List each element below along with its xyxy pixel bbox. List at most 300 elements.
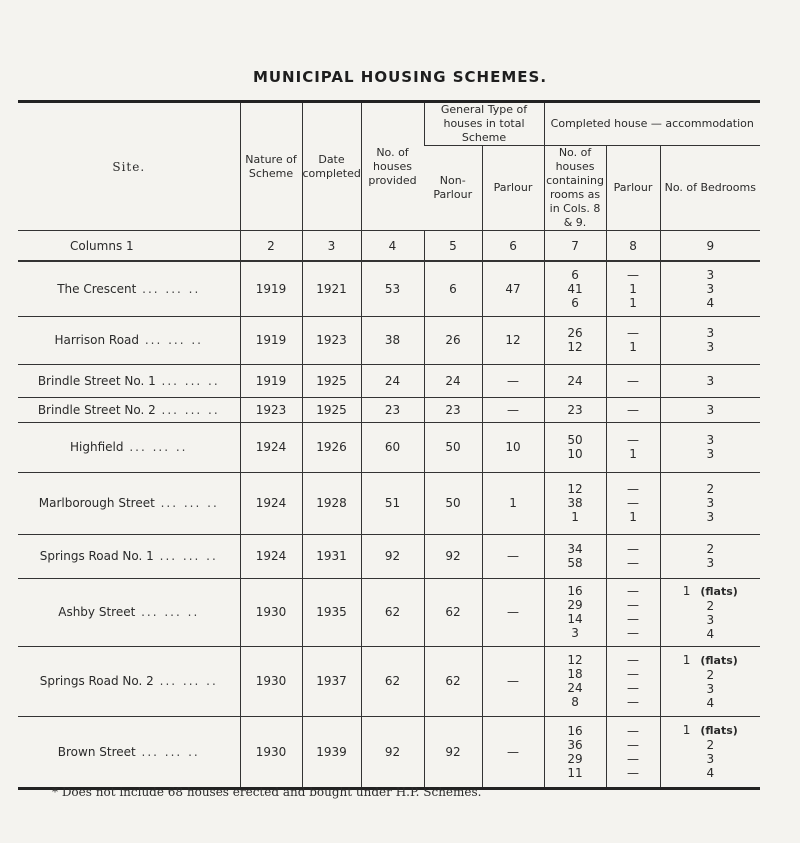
non-parlour-header: Non-Parlour — [433, 174, 473, 201]
bedrooms-cell — [660, 397, 760, 422]
value-text: — — [627, 373, 640, 388]
nature-cell: 1930 — [240, 578, 302, 646]
rooms-cell-value — [545, 282, 606, 296]
bedrooms-cell-value — [661, 433, 761, 447]
value-text: 24 — [567, 373, 583, 388]
parlour-acc-cell-value — [607, 447, 660, 461]
site-name: Brown Street — [57, 744, 136, 759]
value-text: — — [627, 723, 640, 738]
bedrooms-cell-value — [661, 296, 761, 310]
value-text: 4 — [706, 695, 715, 710]
site-header: Site. — [18, 102, 240, 231]
site-cell — [18, 716, 240, 788]
site-name: Brindle Street No. 2 — [37, 402, 156, 417]
site-name: Ashby Street — [58, 605, 136, 619]
site-cell — [18, 261, 240, 316]
rooms-cell — [544, 534, 606, 578]
value-text: 3 — [706, 340, 715, 354]
non-parlour-cell: 6 — [424, 261, 482, 316]
value-text: 2 — [706, 738, 715, 752]
houses-cell: 92 — [361, 716, 424, 788]
value-text: — — [627, 695, 640, 709]
completed-header: Completed house — accommodation — [544, 102, 760, 146]
value-text: 41 — [567, 281, 583, 296]
value-text: 1 — [629, 447, 637, 461]
bedrooms-cell-value — [661, 696, 761, 710]
bedrooms-cell-value — [661, 738, 761, 752]
value-text: 4 — [706, 295, 715, 310]
value-text: 50 — [567, 433, 583, 447]
value-text: 3 — [706, 556, 715, 570]
site-cell — [18, 422, 240, 472]
parlour-acc-cell-value — [607, 695, 660, 709]
dot-leader: ... ... .. — [123, 440, 188, 454]
date-header: Date completed — [302, 102, 361, 231]
parlour-acc-cell-value — [607, 268, 660, 282]
bedrooms-cell — [660, 534, 760, 578]
houses-header: No. of houses provided — [361, 102, 424, 231]
value-text: 12 — [567, 482, 583, 496]
value-text: 3 — [706, 373, 715, 388]
parlour-acc-cell-value — [607, 738, 660, 752]
site-cell — [18, 646, 240, 716]
value-text: 23 — [567, 402, 583, 417]
value-text: — — [627, 765, 640, 780]
value-text: 3 — [706, 267, 715, 282]
rooms-cell-value — [545, 556, 606, 570]
nature-cell: 1924 — [240, 422, 302, 472]
date-cell: 1937 — [302, 646, 361, 716]
parlour-acc-cell — [606, 472, 660, 534]
value-text: 1 — [629, 510, 637, 524]
rooms-cell-value — [545, 584, 606, 598]
table-row — [18, 364, 760, 397]
dot-leader: ... ... .. — [153, 549, 218, 563]
non-parlour-cell: 23 — [424, 397, 482, 422]
parlour-acc-cell-value — [607, 612, 660, 626]
date-cell: 1921 — [302, 261, 361, 316]
parlour-cell: 47 — [482, 261, 544, 316]
rooms-cell — [544, 716, 606, 788]
parlour-cell: 1 — [482, 472, 544, 534]
value-text: 1 — [571, 510, 579, 524]
parlour-cell: — — [482, 578, 544, 646]
rooms-cell-value — [545, 542, 606, 556]
value-text: 14 — [567, 612, 583, 626]
value-text: — — [627, 626, 640, 640]
column-number: 7 — [544, 231, 606, 262]
value-text: 3 — [706, 447, 715, 461]
rooms-cell-value — [545, 403, 606, 417]
parlour-acc-cell-value — [607, 766, 660, 780]
rooms-cell-value — [545, 326, 606, 340]
site-name: The Crescent — [57, 281, 137, 296]
bedrooms-cell-value — [661, 556, 761, 570]
value-text: 6 — [571, 267, 579, 282]
rooms-cell-value — [545, 447, 606, 461]
rooms-cell-value — [545, 653, 606, 667]
non-parlour-cell: 50 — [424, 472, 482, 534]
value-text: 34 — [567, 542, 583, 556]
bedrooms-header: No. of Bedrooms — [660, 146, 760, 231]
parlour-cell: — — [482, 716, 544, 788]
rooms-cell-value — [545, 482, 606, 496]
parlour-cell: 12 — [482, 316, 544, 364]
flats-note: (flats) — [700, 584, 738, 598]
parlour-cell: — — [482, 397, 544, 422]
value-text: 2 — [706, 667, 715, 682]
bedrooms-cell-value — [661, 766, 761, 780]
rooms-cell — [544, 261, 606, 316]
bedrooms-cell-value — [661, 653, 761, 668]
bedrooms-cell-value — [661, 496, 761, 510]
parlour-acc-header: Parlour — [606, 146, 660, 231]
parlour-cell: 10 — [482, 422, 544, 472]
value-text: 3 — [706, 433, 715, 447]
value-text: — — [627, 737, 640, 752]
bedrooms-cell-value — [661, 668, 761, 682]
rooms-cell-value — [545, 374, 606, 388]
flats-note: (flats) — [700, 724, 738, 737]
bedrooms-cell-value — [661, 682, 761, 696]
table-body — [18, 261, 760, 788]
parlour-acc-cell — [606, 397, 660, 422]
site-cell — [18, 316, 240, 364]
parlour-acc-cell-value — [607, 584, 660, 598]
bedrooms-cell — [660, 422, 760, 472]
bedrooms-cell-value — [661, 599, 761, 613]
rooms-cell-value — [545, 598, 606, 612]
dot-leader: ... ... .. — [155, 373, 220, 388]
value-text: 4 — [706, 766, 715, 780]
rooms-cell-value — [545, 681, 606, 695]
value-text: 3 — [706, 612, 715, 627]
value-text: — — [627, 653, 640, 667]
value-text: 26 — [567, 326, 583, 340]
rooms-cell-value — [545, 296, 606, 310]
rooms-cell — [544, 364, 606, 397]
rooms-cell-value — [545, 496, 606, 510]
value-text: — — [627, 542, 640, 556]
non-parlour-cell: 24 — [424, 364, 482, 397]
column-number: 8 — [606, 231, 660, 262]
date-cell: 1925 — [302, 364, 361, 397]
parlour-acc-cell-value — [607, 340, 660, 354]
columns-label: Columns 1 — [18, 231, 240, 262]
bedrooms-cell-value — [661, 542, 761, 556]
column-number: 6 — [482, 231, 544, 262]
rooms-cell-value — [545, 626, 606, 640]
value-text: — — [627, 496, 640, 510]
parlour-acc-cell-value — [607, 510, 660, 524]
value-text: 16 — [567, 584, 583, 598]
value-text: 2 — [706, 542, 715, 556]
value-text: 6 — [571, 295, 579, 310]
site-name: Harrison Road — [54, 333, 140, 347]
houses-cell: 62 — [361, 578, 424, 646]
rooms-cell — [544, 578, 606, 646]
houses-cell: 53 — [361, 261, 424, 316]
site-cell — [18, 578, 240, 646]
table-row — [18, 316, 760, 364]
flats-note: (flats) — [700, 653, 738, 667]
value-text: 36 — [567, 737, 583, 752]
parlour-acc-cell — [606, 364, 660, 397]
value-text: 10 — [567, 447, 583, 461]
non-parlour-cell: 50 — [424, 422, 482, 472]
site-cell — [18, 472, 240, 534]
housing-schemes-table — [18, 100, 760, 790]
table-row — [18, 397, 760, 422]
rooms-cell-value — [545, 268, 606, 282]
value-text: 3 — [706, 752, 715, 766]
column-number: 2 — [240, 231, 302, 262]
dot-leader: ... ... .. — [155, 402, 220, 417]
bedrooms-cell-value — [661, 752, 761, 766]
bedrooms-cell-value — [661, 326, 761, 340]
value-text: — — [627, 267, 640, 282]
value-text: — — [627, 667, 640, 681]
rooms-cell-value — [545, 695, 606, 709]
nature-cell: 1924 — [240, 472, 302, 534]
nature-header: Nature of Scheme — [240, 102, 302, 231]
column-numbers-row — [18, 231, 760, 262]
parlour-acc-cell-value — [607, 626, 660, 640]
value-text: 3 — [706, 281, 715, 296]
value-text: — — [627, 612, 640, 626]
houses-cell: 24 — [361, 364, 424, 397]
site-cell — [18, 397, 240, 422]
nature-cell: 1919 — [240, 316, 302, 364]
dot-leader: ... ... .. — [154, 496, 219, 510]
value-text: — — [627, 598, 640, 612]
value-text: — — [627, 402, 640, 417]
value-text: 38 — [567, 496, 583, 510]
parlour-acc-cell-value — [607, 653, 660, 667]
value-text: 3 — [706, 402, 715, 417]
value-text: — — [627, 556, 640, 570]
bedrooms-cell — [660, 316, 760, 364]
value-text: 3 — [571, 626, 579, 640]
nature-cell: 1919 — [240, 261, 302, 316]
parlour-acc-cell — [606, 422, 660, 472]
value-text: — — [627, 584, 640, 598]
site-name: Brindle Street No. 1 — [37, 373, 156, 388]
site-name: Springs Road No. 1 — [39, 549, 154, 563]
parlour-acc-cell — [606, 716, 660, 788]
dot-leader: ... ... .. — [135, 744, 200, 759]
parlour-cell: — — [482, 364, 544, 397]
value-text: 24 — [567, 681, 583, 695]
dot-leader: ... ... .. — [135, 605, 200, 619]
site-name: Springs Road No. 2 — [39, 674, 154, 688]
rooms-cell-value — [545, 340, 606, 354]
table-row — [18, 578, 760, 646]
nature-cell: 1924 — [240, 534, 302, 578]
parlour-cell: — — [482, 646, 544, 716]
value-text: 8 — [571, 695, 579, 709]
value-text: 58 — [567, 556, 583, 570]
value-text: 29 — [567, 598, 583, 612]
nature-cell: 1930 — [240, 716, 302, 788]
parlour-acc-cell — [606, 578, 660, 646]
bedrooms-cell-value — [661, 340, 761, 354]
parlour-acc-cell-value — [607, 403, 660, 417]
value-text: 3 — [706, 681, 715, 696]
date-cell: 1926 — [302, 422, 361, 472]
rooms-cell-value — [545, 724, 606, 738]
rooms-cell-value — [545, 510, 606, 524]
parlour-acc-cell — [606, 316, 660, 364]
rooms-cell — [544, 472, 606, 534]
bedrooms-cell-value — [661, 403, 761, 417]
rooms-cell — [544, 422, 606, 472]
value-text: 2 — [706, 482, 715, 496]
bedrooms-cell-value — [661, 374, 761, 388]
dot-leader: ... ... .. — [136, 281, 201, 296]
column-number: 9 — [660, 231, 760, 262]
value-text: 1 — [682, 583, 691, 598]
value-text: 29 — [567, 751, 583, 766]
value-text: 3 — [706, 326, 715, 340]
bedrooms-cell — [660, 646, 760, 716]
parlour-acc-cell — [606, 261, 660, 316]
site-cell — [18, 534, 240, 578]
value-text: 12 — [567, 340, 583, 354]
rooms-header: No. of houses containing rooms as in Cols. 8 & 9. — [544, 146, 606, 231]
date-cell: 1928 — [302, 472, 361, 534]
parlour-acc-cell-value — [607, 433, 660, 447]
value-text: 3 — [706, 510, 715, 524]
parlour-acc-cell-value — [607, 667, 660, 681]
parlour-acc-cell-value — [607, 681, 660, 695]
parlour-acc-cell — [606, 534, 660, 578]
site-name: Highfield — [70, 440, 124, 454]
value-text: 1 — [682, 652, 691, 667]
date-cell: 1939 — [302, 716, 361, 788]
rooms-cell — [544, 397, 606, 422]
value-text: 18 — [567, 667, 583, 681]
parlour-acc-cell-value — [607, 556, 660, 570]
value-text: — — [627, 326, 640, 340]
houses-cell: 51 — [361, 472, 424, 534]
rooms-cell-value — [545, 766, 606, 780]
site-name: Marlborough Street — [38, 496, 155, 510]
value-text: 3 — [706, 496, 715, 510]
column-number: 4 — [361, 231, 424, 262]
non-parlour-cell: 62 — [424, 578, 482, 646]
value-text: 1 — [629, 340, 637, 354]
value-text: 1 — [629, 295, 637, 310]
table-row — [18, 716, 760, 788]
parlour-acc-cell-value — [607, 724, 660, 738]
nature-cell: 1930 — [240, 646, 302, 716]
parlour-acc-cell-value — [607, 282, 660, 296]
parlour-header: Parlour — [482, 146, 544, 231]
rooms-cell-value — [545, 738, 606, 752]
date-cell: 1935 — [302, 578, 361, 646]
nature-cell: 1919 — [240, 364, 302, 397]
value-text: 2 — [706, 598, 715, 613]
non-parlour-cell: 92 — [424, 716, 482, 788]
value-text: 12 — [567, 653, 583, 667]
page-title: MUNICIPAL HOUSING SCHEMES. — [252, 68, 548, 86]
date-cell: 1931 — [302, 534, 361, 578]
bedrooms-cell-value — [661, 447, 761, 461]
nature-cell: 1923 — [240, 397, 302, 422]
value-text: — — [627, 433, 640, 447]
value-text: 1 — [629, 281, 637, 296]
date-cell: 1923 — [302, 316, 361, 364]
houses-cell: 23 — [361, 397, 424, 422]
rooms-cell — [544, 316, 606, 364]
rooms-cell-value — [545, 612, 606, 626]
table-row — [18, 472, 760, 534]
parlour-acc-cell-value — [607, 598, 660, 612]
houses-cell: 62 — [361, 646, 424, 716]
bedrooms-cell-value — [661, 723, 761, 738]
value-text: 16 — [567, 723, 583, 738]
footnote: * Does not include 68 houses erected and bought under H.P. Schemes. — [52, 785, 482, 799]
bedrooms-cell — [660, 261, 760, 316]
non-parlour-cell: 62 — [424, 646, 482, 716]
houses-cell: 60 — [361, 422, 424, 472]
value-text: — — [627, 482, 640, 496]
parlour-acc-cell-value — [607, 542, 660, 556]
column-number: 5 — [424, 231, 482, 262]
rooms-cell-value — [545, 433, 606, 447]
value-text: — — [627, 751, 640, 766]
table-row — [18, 261, 760, 316]
value-text: 11 — [567, 765, 583, 780]
rooms-cell-value — [545, 752, 606, 766]
date-cell: 1925 — [302, 397, 361, 422]
rooms-cell-value — [545, 667, 606, 681]
value-text: 1 — [682, 723, 691, 737]
bedrooms-cell-value — [661, 627, 761, 641]
column-number: 3 — [302, 231, 361, 262]
bedrooms-cell — [660, 578, 760, 646]
parlour-acc-cell-value — [607, 496, 660, 510]
rooms-cell — [544, 646, 606, 716]
non-parlour-cell: 26 — [424, 316, 482, 364]
houses-cell: 38 — [361, 316, 424, 364]
bedrooms-cell — [660, 716, 760, 788]
parlour-acc-cell-value — [607, 752, 660, 766]
parlour-acc-cell-value — [607, 482, 660, 496]
general-type-header: General Type of houses in total Scheme — [424, 102, 544, 146]
dot-leader: ... ... .. — [139, 333, 203, 347]
parlour-acc-cell — [606, 646, 660, 716]
table-row — [18, 422, 760, 472]
dot-leader: ... ... .. — [153, 674, 218, 688]
parlour-acc-cell-value — [607, 296, 660, 310]
bedrooms-cell-value — [661, 268, 761, 282]
bedrooms-cell — [660, 364, 760, 397]
bedrooms-cell-value — [661, 482, 761, 496]
bedrooms-cell-value — [661, 613, 761, 627]
parlour-cell: — — [482, 534, 544, 578]
value-text: — — [627, 681, 640, 695]
table-row — [18, 646, 760, 716]
parlour-acc-cell-value — [607, 374, 660, 388]
non-parlour-cell: 92 — [424, 534, 482, 578]
houses-cell: 92 — [361, 534, 424, 578]
bedrooms-cell-value — [661, 510, 761, 524]
bedrooms-cell-value — [661, 282, 761, 296]
parlour-acc-cell-value — [607, 326, 660, 340]
value-text: 4 — [706, 626, 715, 641]
